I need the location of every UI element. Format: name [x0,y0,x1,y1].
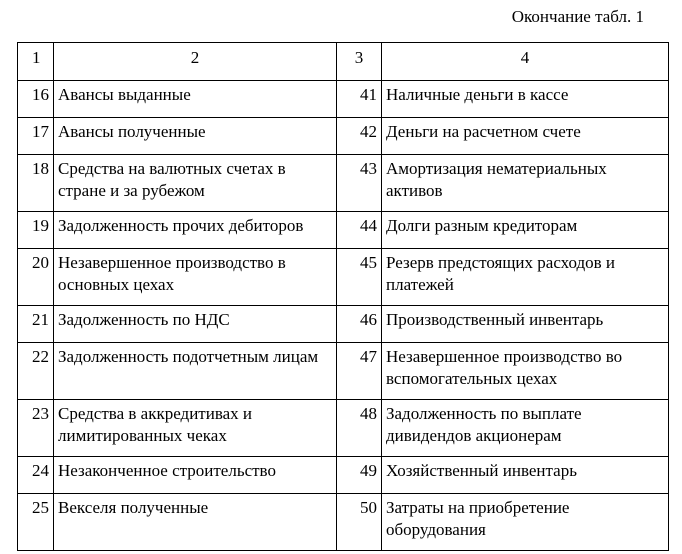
row-number-left: 24 [18,457,54,494]
row-number-right: 48 [337,400,382,457]
table-row [18,457,669,494]
account-name-left: Задолженность прочих дебиторов [54,212,337,249]
account-name-left: Авансы выданные [54,81,337,118]
account-name-left: Средства в аккредитивах и лимитированных чеках [54,400,337,457]
account-name-right: Деньги на расчетном счете [382,118,669,155]
account-name-left: Авансы полученные [54,118,337,155]
account-name-left: Векселя полученные [54,494,337,551]
row-number-left: 20 [18,249,54,306]
table-row [18,81,669,118]
table-row [18,494,669,551]
account-name-right: Резерв предстоящих расходов и платежей [382,249,669,306]
table-caption: Окончание табл. 1 [511,7,644,26]
account-name-left: Незавершенное производство в основных цехах [54,249,337,306]
account-name-right: Производственный инвентарь [382,306,669,343]
table-row [18,249,669,306]
row-number-right: 42 [337,118,382,155]
accounts-table [17,42,669,551]
table-row [18,155,669,212]
account-name-left: Задолженность подотчетным лицам [54,343,337,400]
table-row [18,306,669,343]
header-cell-3: 3 [337,43,382,81]
account-name-right: Незавершенное производство во вспомогательных цехах [382,343,669,400]
account-name-right: Наличные деньги в кассе [382,81,669,118]
table-row [18,343,669,400]
row-number-left: 23 [18,400,54,457]
table-row [18,118,669,155]
row-number-left: 25 [18,494,54,551]
row-number-right: 49 [337,457,382,494]
header-cell-4: 4 [382,43,669,81]
row-number-left: 19 [18,212,54,249]
header-cell-2: 2 [54,43,337,81]
account-name-right: Хозяйственный инвентарь [382,457,669,494]
table-header-row [18,43,669,81]
account-name-left: Средства на валютных счетах в стране и за рубежом [54,155,337,212]
account-name-right: Долги разным кредиторам [382,212,669,249]
row-number-left: 22 [18,343,54,400]
row-number-left: 17 [18,118,54,155]
account-name-right: Затраты на приобретение оборудования [382,494,669,551]
account-name-left: Задолженность по НДС [54,306,337,343]
row-number-right: 45 [337,249,382,306]
row-number-right: 41 [337,81,382,118]
row-number-right: 44 [337,212,382,249]
account-name-right: Амортизация нематериальных активов [382,155,669,212]
table-row [18,212,669,249]
row-number-left: 21 [18,306,54,343]
row-number-right: 47 [337,343,382,400]
row-number-left: 18 [18,155,54,212]
row-number-right: 50 [337,494,382,551]
account-name-right: Задолженность по выплате дивидендов акционерам [382,400,669,457]
table-row [18,400,669,457]
row-number-left: 16 [18,81,54,118]
row-number-right: 46 [337,306,382,343]
row-number-right: 43 [337,155,382,212]
header-cell-1: 1 [18,43,54,81]
account-name-left: Незаконченное строительство [54,457,337,494]
